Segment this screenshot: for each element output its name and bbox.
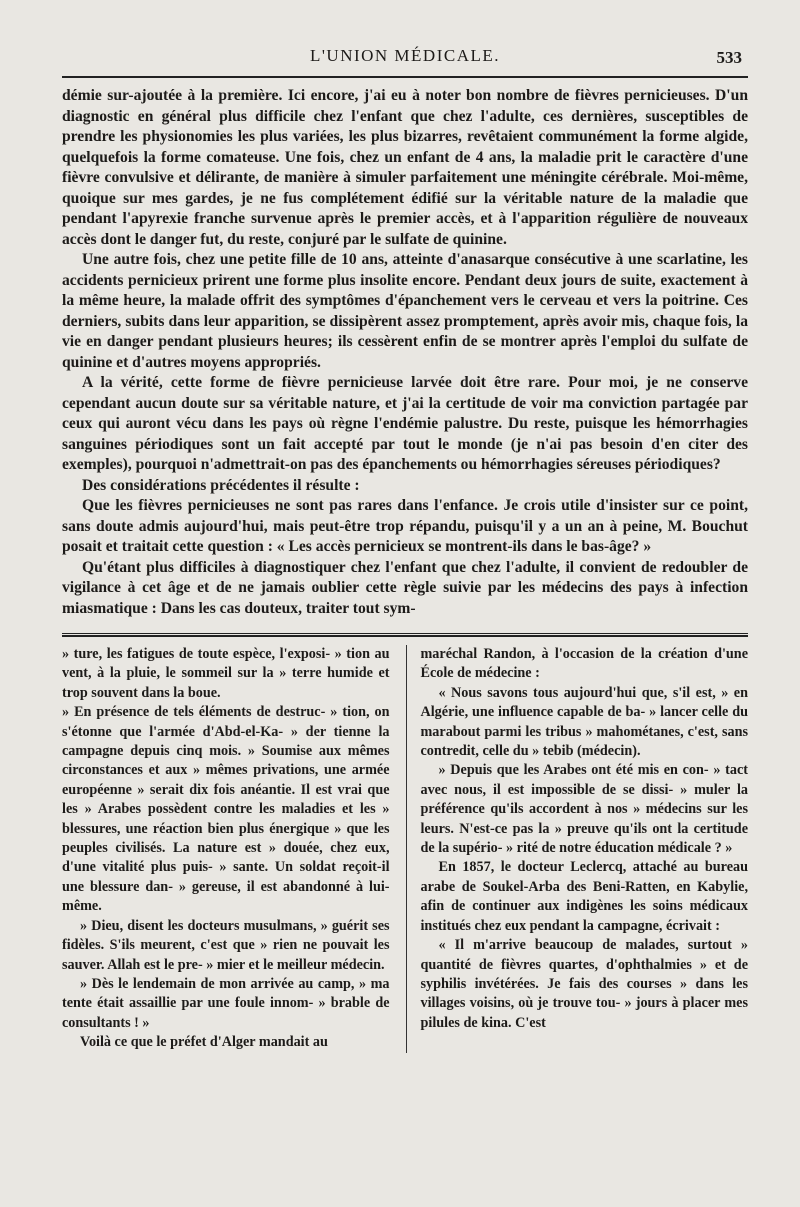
main-paragraph: démie sur-ajoutée à la première. Ici encore, j'ai eu à noter bon nombre de fièvres pernicieuses. D'un diagnostic en général plus difficile chez l'enfant que chez l'adulte, ces dernières, susceptibles de prendre les physionomies les plus variées, les plus bizarres, revêtaient communément la forme algide, quelquefois la forme comateuse. Une fois, chez un enfant de 4 ans, la maladie prit le caractère d'une fièvre convulsive et délirante, de manière à simuler parfaitement une méningite cérébrale. Moi-même, quoique sur mes gardes, je ne fus complétement édifié sur la véritable nature de la maladie que pendant l'apyrexie franche survenue après le premier accès, et à l'apparition régulière de nouveaux accès dont le danger fut, du reste, conjuré par le sulfate de quinine.: [62, 87, 748, 248]
main-text: [62, 86, 748, 619]
main-paragraph: Des considérations précédentes il résulte :: [82, 476, 360, 494]
notes-separator-thick: [62, 635, 748, 637]
footnotes: [62, 645, 748, 1053]
column-divider: [406, 645, 407, 1053]
note-paragraph: » En présence de tels éléments de destruc- » tion, on s'étonne que l'armée d'Abd-el-Ka- » der tienne la campagne depuis cinq mois. » Soumise aux mêmes circonstances et aux » mêmes privations, une armée européenne » serait dix fois anéantie. Il est vrai que les » Arabes possèdent contre les maladies et les » blessures, une réaction bien plus énergique » que les peuples civilisés. La nature est » douée, chez eux, d'une vitalité plus puis- » sante. Un soldat reçoit-il une blessure dan- » gereuse, il est abandonné à lui-même.: [62, 704, 390, 915]
note-paragraph: » ture, les fatigues de toute espèce, l'exposi- » tion au vent, à la pluie, le sommeil sur la » terre humide et trop souvent dans la boue.: [62, 646, 390, 701]
note-paragraph: maréchal Randon, à l'occasion de la création d'une École de médecine :: [420, 646, 748, 682]
footnotes-right-column: [414, 645, 748, 1053]
page-number: 533: [716, 48, 742, 67]
note-paragraph: Voilà ce que le préfet d'Alger mandait au: [80, 1034, 328, 1051]
page-header: [62, 40, 748, 66]
note-paragraph: « Il m'arrive beaucoup de malades, surtout » quantité de fièvres quartes, d'ophthalmies » et de syphilis invétérées. Je fais des courses » dans les villages voisins, où je trouve tou- » jours à placer mes pilules de kina. C'est: [420, 937, 748, 1031]
main-paragraph: Une autre fois, chez une petite fille de 10 ans, atteinte d'anasarque consécutive à une scarlatine, les accidents pernicieux prirent une forme plus insolite encore. Pendant deux jours de suite, exactement à la même heure, la malade offrit des symptômes d'épanchement vers le cerveau et vers la poitrine. Ces derniers, subits dans leur apparition, se dissipèrent assez promptement, après avoir mis, chaque fois, la vie en danger pendant plusieurs heures; ils cessèrent enfin de se montrer après l'emploi du sulfate de quinine et d'autres moyens appropriés.: [62, 251, 748, 371]
footnotes-left-column: [62, 645, 398, 1053]
note-paragraph: » Dès le lendemain de mon arrivée au camp, » ma tente était assaillie par une foule innom- » brable de consultants ! »: [62, 975, 390, 1031]
notes-separator-thin: [62, 633, 748, 634]
note-paragraph: » Depuis que les Arabes ont été mis en con- » tact avec nous, il est impossible de se dissi- » muler la préférence qu'ils accordent à nos » médecins sur les leurs. N'est-ce pas la » preuve qu'ils ont la certitude de la supério- » rité de notre éducation médicale ? »: [420, 762, 748, 857]
header-rule: [62, 76, 748, 78]
main-paragraph: Que les fièvres pernicieuses ne sont pas rares dans l'enfance. Je crois utile d'insister sur ce point, sans doute admis aujourd'hui, mais peut-être trop répandu, puisqu'il y a un an à peine, M. Bouchut posait et traitait cette question : « Les accès pernicieux se montrent-ils dans le bas-âge? »: [62, 497, 748, 555]
main-paragraph: A la vérité, cette forme de fièvre pernicieuse larvée doit être rare. Pour moi, je ne conserve cependant aucun doute sur sa véritable nature, et j'ai la certitude de voir ma conviction partagée par ceux qui auront vécu dans les pays où règne l'endémie palustre. Du reste, puisque les hémorrhagies sanguines périodiques sont un fait accepté par tout le monde (je n'ai pas besoin d'en citer des exemples), pourquoi n'admettrait-on pas des épanchements ou hémorrhagies séreuses périodiques?: [62, 374, 748, 473]
main-paragraph: Qu'étant plus difficiles à diagnostiquer chez l'enfant que chez l'adulte, il convient de redoubler de vigilance à cet âge et de ne jamais oublier cette règle suivie par les médecins des pays à infection miasmatique : Dans les cas douteux, traiter tout sym-: [62, 558, 748, 617]
note-paragraph: » Dieu, disent les docteurs musulmans, » guérit ses fidèles. S'ils meurent, c'est que » rien ne pouvait les sauver. Allah est le pre- » mier et le meilleur médecin.: [62, 917, 390, 973]
running-title: L'UNION MÉDICALE.: [309, 46, 501, 65]
note-paragraph: « Nous savons tous aujourd'hui que, s'il est, » en Algérie, une influence capable de ba- » lancer celle du marabout parmi les tribus » mahométanes, c'est, sans contredit, celle du » tebib (médecin).: [420, 684, 748, 760]
note-paragraph: En 1857, le docteur Leclercq, attaché au bureau arabe de Soukel-Arba des Beni-Ratten, en Kabylie, afin de continuer aux indigènes les soins médicaux institués chez eux pendant la campagne, écrivait :: [420, 859, 748, 934]
